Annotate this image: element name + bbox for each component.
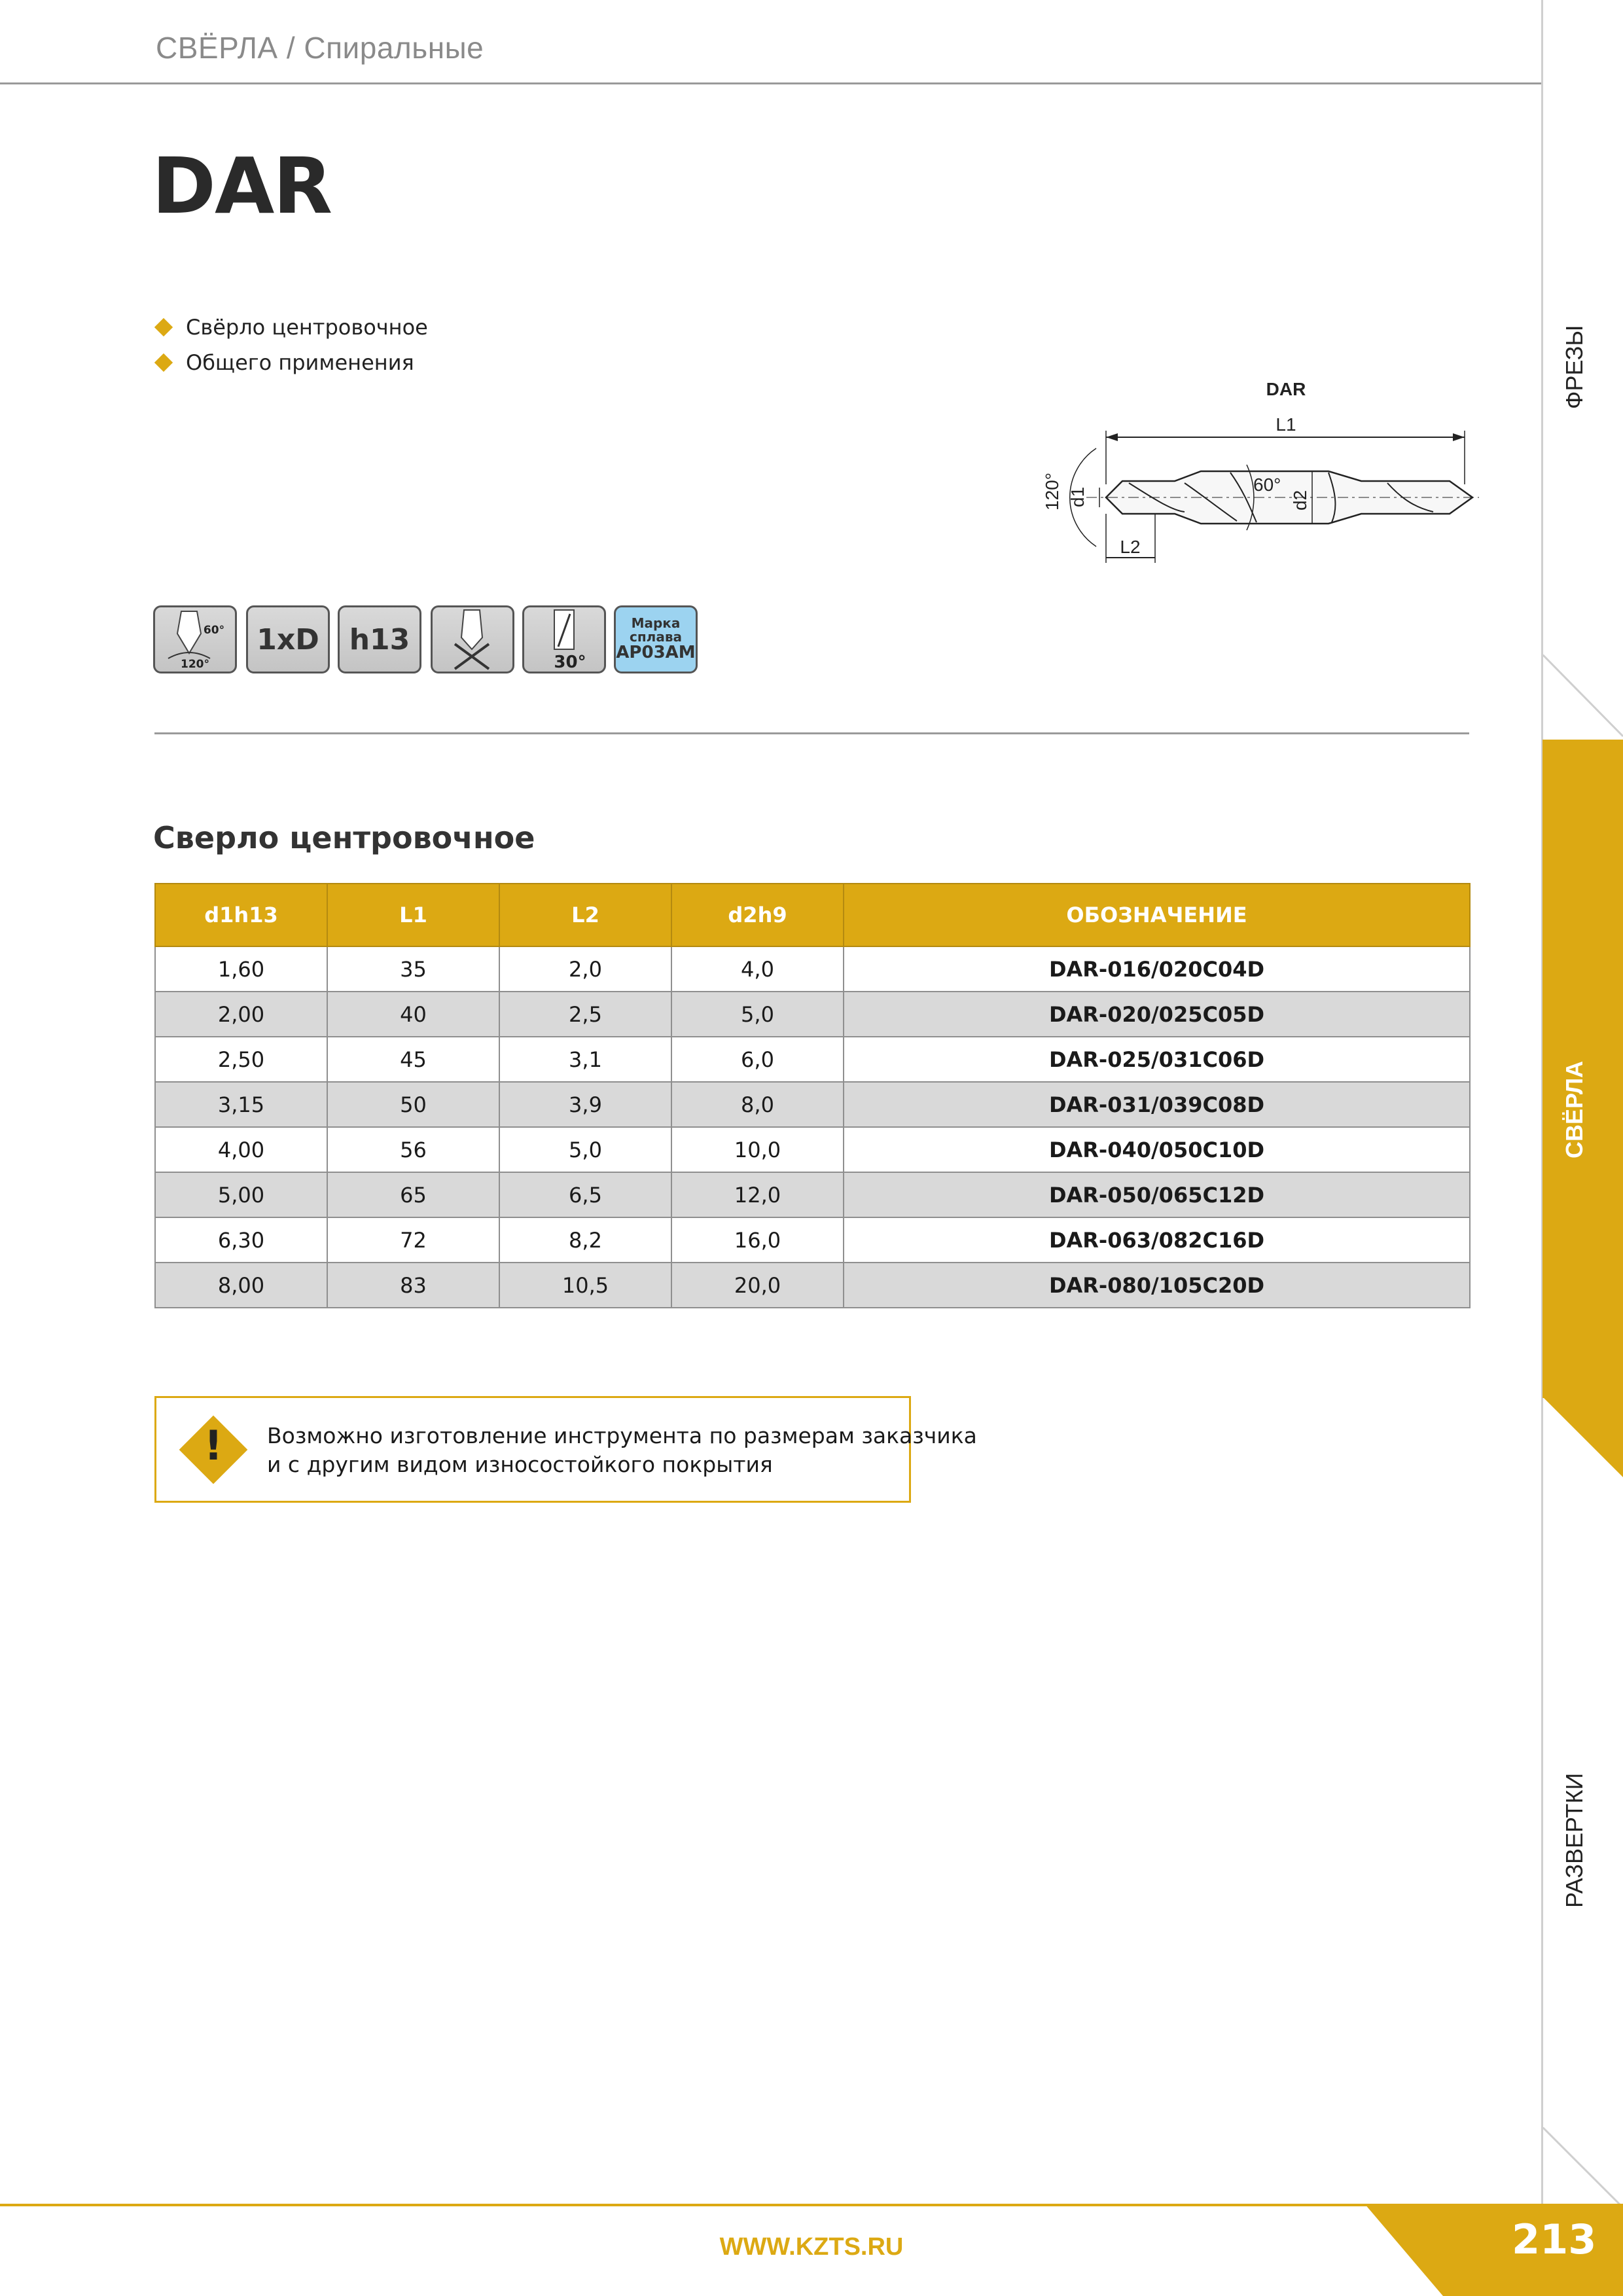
table-cell: 2,00 [155, 992, 327, 1037]
mid-angle-label: 60° [1253, 475, 1281, 495]
table-cell: 3,9 [499, 1082, 671, 1127]
feature-label: Свёрло центровочное [186, 315, 428, 340]
arrow-icon [1106, 433, 1118, 441]
product-code: DAR-080/105C20D [844, 1263, 1470, 1308]
breadcrumb: СВЁРЛА / Спиральные [156, 31, 484, 65]
point-angle-badge [153, 605, 237, 673]
column-header: L2 [499, 884, 671, 946]
d1-label: d1 [1067, 486, 1088, 507]
bullet-diamond-icon [154, 318, 173, 336]
table-cell: 2,5 [499, 992, 671, 1037]
drill-angle-icon [155, 607, 235, 672]
table-cell: 72 [327, 1217, 499, 1263]
svg-text:30°: 30° [554, 653, 586, 672]
table-cell: 6,30 [155, 1217, 327, 1263]
alloy-badge [614, 605, 698, 673]
note-box [154, 1396, 911, 1503]
arrow-icon [1453, 433, 1465, 441]
table-cell: 3,1 [499, 1037, 671, 1082]
table-cell: 35 [327, 946, 499, 992]
table-row [155, 1172, 1470, 1217]
length-ratio-badge: 1xD [246, 605, 330, 673]
column-header: d1h13 [155, 884, 327, 946]
section-title: Сверло центровочное [153, 820, 535, 855]
product-code: DAR-050/065C12D [844, 1172, 1470, 1217]
alloy-grade: AP03AM [616, 643, 696, 663]
footer-url-link[interactable]: WWW.KZTS.RU [719, 2233, 904, 2261]
header-divider [0, 82, 1541, 84]
svg-text:120°: 120° [181, 658, 209, 671]
tab-corner-top [1541, 655, 1623, 740]
d2-label: d2 [1290, 490, 1310, 511]
table-row [155, 1082, 1470, 1127]
note-text-line: и с другим видом износостойкого покрытия [267, 1452, 773, 1477]
column-header: d2h9 [671, 884, 844, 946]
table-cell: 16,0 [671, 1217, 844, 1263]
table-row [155, 1037, 1470, 1082]
l2-label: L2 [1120, 537, 1141, 557]
table-cell: 1,60 [155, 946, 327, 992]
table-row [155, 1127, 1470, 1172]
table-cell: 8,2 [499, 1217, 671, 1263]
table-row [155, 946, 1470, 992]
table-cell: 83 [327, 1263, 499, 1308]
feature-label: Общего применения [186, 350, 414, 375]
helix-icon [524, 607, 604, 672]
feature-item [154, 315, 428, 340]
table-cell: 5,0 [499, 1127, 671, 1172]
drill-cross-icon [433, 607, 512, 672]
table-cell: 6,5 [499, 1172, 671, 1217]
product-code: DAR-063/082C16D [844, 1217, 1470, 1263]
table-cell: 40 [327, 992, 499, 1037]
table-cell: 5,0 [671, 992, 844, 1037]
table-row [155, 1217, 1470, 1263]
tab-drills-label[interactable]: СВЁРЛА [1561, 1060, 1588, 1158]
table-row [155, 992, 1470, 1037]
page-number: 213 [1512, 2215, 1597, 2263]
product-code: DAR-040/050C10D [844, 1127, 1470, 1172]
drawing-title: DAR [1266, 379, 1306, 399]
table-cell: 8,0 [671, 1082, 844, 1127]
column-header: ОБОЗНАЧЕНИЕ [844, 884, 1470, 946]
column-header: L1 [327, 884, 499, 946]
table-cell: 4,0 [671, 946, 844, 992]
table-cell: 56 [327, 1127, 499, 1172]
tool-type-badge [431, 605, 514, 673]
product-code: DAR-020/025C05D [844, 992, 1470, 1037]
table-cell: 2,50 [155, 1037, 327, 1082]
table-cell: 5,00 [155, 1172, 327, 1217]
svg-text:60°: 60° [203, 624, 225, 637]
product-code: DAR-031/039C08D [844, 1082, 1470, 1127]
table-cell: 8,00 [155, 1263, 327, 1308]
alloy-label-2: сплава [630, 629, 682, 645]
table-cell: 50 [327, 1082, 499, 1127]
tolerance-badge: h13 [338, 605, 421, 673]
table-cell: 10,0 [671, 1127, 844, 1172]
tab-active-corner [1541, 1397, 1623, 1479]
feature-item [154, 350, 414, 375]
section-divider [154, 732, 1469, 734]
tab-reamers[interactable]: РАЗВЕРТКИ [1561, 1772, 1588, 1908]
footer-divider [0, 2204, 1368, 2206]
table-cell: 10,5 [499, 1263, 671, 1308]
l1-label: L1 [1275, 414, 1296, 435]
table-cell: 3,15 [155, 1082, 327, 1127]
table-cell: 2,0 [499, 946, 671, 992]
table-cell: 65 [327, 1172, 499, 1217]
bullet-diamond-icon [154, 353, 173, 372]
table-cell: 20,0 [671, 1263, 844, 1308]
product-code: DAR-016/020C04D [844, 946, 1470, 992]
drill-drawing [1021, 373, 1479, 583]
exclamation-icon: ! [204, 1422, 223, 1469]
tip-angle-label: 120° [1042, 473, 1062, 511]
table-cell: 6,0 [671, 1037, 844, 1082]
table-row [155, 1263, 1470, 1308]
product-code: DAR-025/031C06D [844, 1037, 1470, 1082]
tab-mills[interactable]: ФРЕЗЫ [1561, 325, 1588, 409]
table-header-row [155, 884, 1470, 946]
helix-angle-badge [522, 605, 606, 673]
table-cell: 4,00 [155, 1127, 327, 1172]
page-title: DAR [152, 141, 332, 231]
spec-table [154, 883, 1471, 1308]
table-cell: 12,0 [671, 1172, 844, 1217]
alloy-label-1: Марка [631, 615, 681, 632]
note-text-line: Возможно изготовление инструмента по размерам заказчика [267, 1423, 977, 1448]
table-cell: 45 [327, 1037, 499, 1082]
tab-corner-bottom [1541, 2127, 1623, 2209]
